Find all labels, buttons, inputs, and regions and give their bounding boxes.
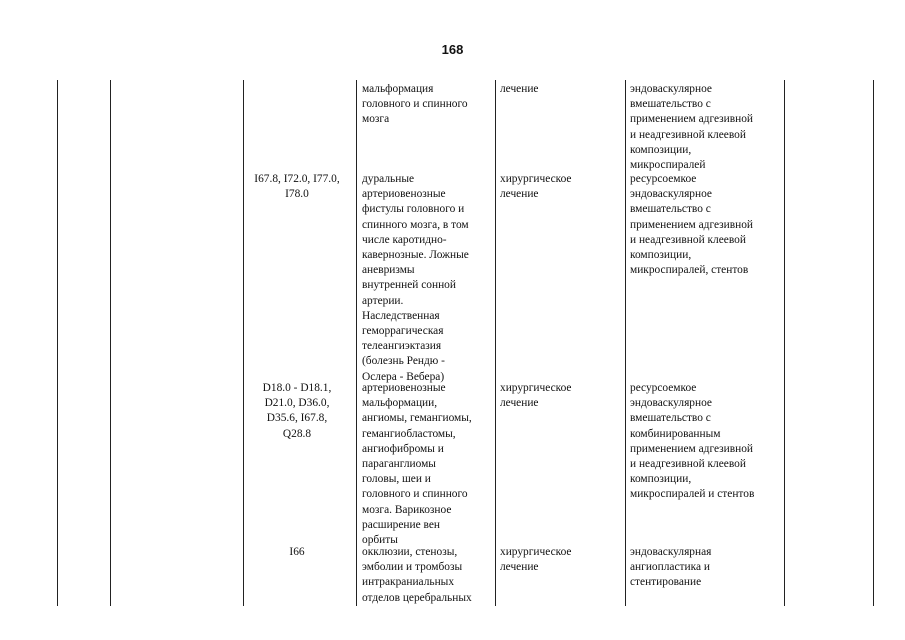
column-divider	[784, 80, 785, 606]
treatment-method: ресурсоемкое эндоваскулярное вмешательство с применением адгезивной и неадгезивной клеевой композиции, микроспиралей, стентов	[630, 173, 754, 277]
diagnosis-description: артериовенозные мальформации, ангиомы, гемангиомы, гемангиобластомы, ангиофибромы и параганглиомы головы, шеи и головного и спинного мозга. Варикозное расширение вен орбиты	[362, 382, 472, 547]
column-divider	[57, 80, 58, 606]
column-divider	[873, 80, 874, 606]
diagnosis-description: окклюзии, стенозы, эмболии и тромбозы интракраниальных отделов церебральных	[362, 546, 472, 604]
treatment-type: лечение	[500, 83, 539, 95]
diagnosis-description: дуральные артериовенозные фистулы головного и спинного мозга, в том числе каротидно- кавернозные. Ложные аневризмы внутренней сонной артерии. Наследственная геморрагическая телеангиэктазия (болезнь Рендю - Ослера - Вебера)	[362, 173, 469, 383]
treatment-type: хирургическое лечение	[500, 173, 572, 201]
treatment-method: эндоваскулярное вмешательство с применением адгезивной и неадгезивной клеевой композиции, микроспиралей	[630, 83, 754, 172]
page-number: 168	[441, 42, 464, 57]
treatment-method: ресурсоемкое эндоваскулярное вмешательство с комбинированным применением адгезивной и неадгезивной клеевой композиции, микроспиралей и стентов	[630, 382, 755, 501]
column-divider	[243, 80, 244, 606]
treatment-method: эндоваскулярная ангиопластика и стентирование	[630, 546, 712, 589]
column-divider	[356, 80, 357, 606]
column-divider	[110, 80, 111, 606]
column-divider	[625, 80, 626, 606]
column-divider	[495, 80, 496, 606]
diagnosis-codes: D18.0 - D18.1, D21.0, D36.0, D35.6, I67.8, Q28.8	[262, 382, 332, 440]
treatment-type: хирургическое лечение	[500, 546, 572, 574]
diagnosis-description: мальформация головного и спинного мозга	[362, 83, 468, 126]
diagnosis-codes: I66	[289, 546, 305, 558]
treatment-type: хирургическое лечение	[500, 382, 572, 410]
diagnosis-codes: I67.8, I72.0, I77.0, I78.0	[254, 173, 340, 201]
